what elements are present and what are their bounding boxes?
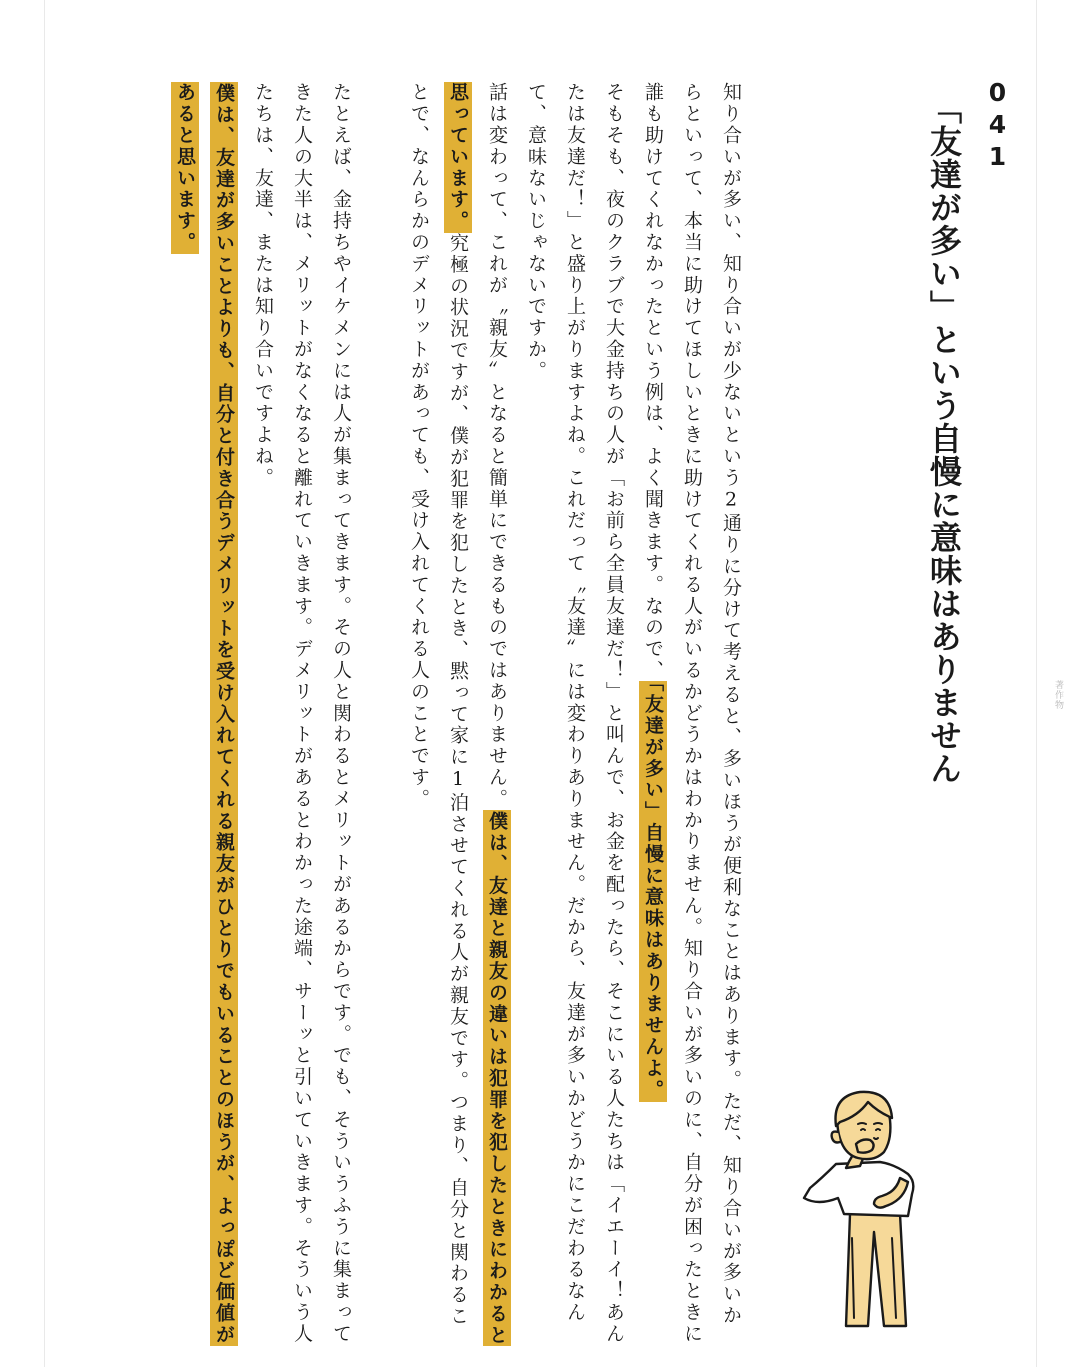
- paragraph-text: 知り合いが多い、知り合いが少ないという2通りに分けて考えると、多いほうが便利なことはあります。ただ、知り合いが多いからといって、本当に助けてほしいときに助けてくれる人がいるかどうかはわかりません。知り合いが多いのに、自分が困ったときに誰も助けてくれなかったという例は、よく聞きます。なので、: [642, 82, 742, 1345]
- copyright-mark: 著作物: [1053, 680, 1063, 710]
- paragraph: [243, 82, 360, 1347]
- paragraph: [399, 82, 516, 1347]
- body-text: [100, 82, 750, 1347]
- page-number: 041: [983, 78, 1012, 174]
- page-edge-left: [44, 0, 45, 1367]
- paragraph-text: 話は変わって、これが〝親友〟となると簡単にできるものではありません。: [486, 82, 508, 810]
- highlighted-text: 僕は、友達が多いことよりも、自分と付き合うデメリットを受け入れてくれる親友がひとりでもいることのほうが、よっぽど価値があると思います。: [171, 82, 238, 1346]
- paragraph: [516, 82, 633, 1347]
- paragraph-text: そもそも、夜のクラブで大金持ちの人が「お前ら全員友達だ！」と叫んで、お金を配ったら、そこにいる人たちは「イエーイ！あんたは友達だ！」と盛り上がりますよね。これだって〝友達〟には変わりありません。だから、友達が多いかどうかにこだわるなんて、意味ないじゃないですか。: [525, 82, 625, 1345]
- paragraph-text: 究極の状況ですが、僕が犯罪を犯したとき、黙って家に1泊させてくれる人が親友です。つまり、自分と関わることで、なんらかのデメリットがあっても、受け入れてくれる人のことです。: [408, 82, 469, 1328]
- highlighted-text: 「友達が多い」自慢に意味はありませんよ。: [639, 681, 667, 1102]
- page-title: 「友達が多い」という自慢に意味はありません: [925, 92, 963, 785]
- highlighted-text: 僕は、友達と親友の違いは犯罪を犯したときにわかると思っています。: [444, 82, 511, 1346]
- paragraph: [165, 82, 243, 1347]
- paragraph: [633, 82, 750, 1347]
- paragraph-text: たとえば、金持ちやイケメンには人が集まってきます。その人と関わるとメリットがあるからです。でも、そういうふうに集まってきた人の大半は、メリットがなくなると離れていきます。デメリットがあるとわかった途端、サーッと引いていきます。そういう人たちは、友達、または知り合いですよね。: [252, 82, 352, 1345]
- page-edge-right: [1036, 0, 1037, 1367]
- thinking-man-icon: [788, 1082, 938, 1332]
